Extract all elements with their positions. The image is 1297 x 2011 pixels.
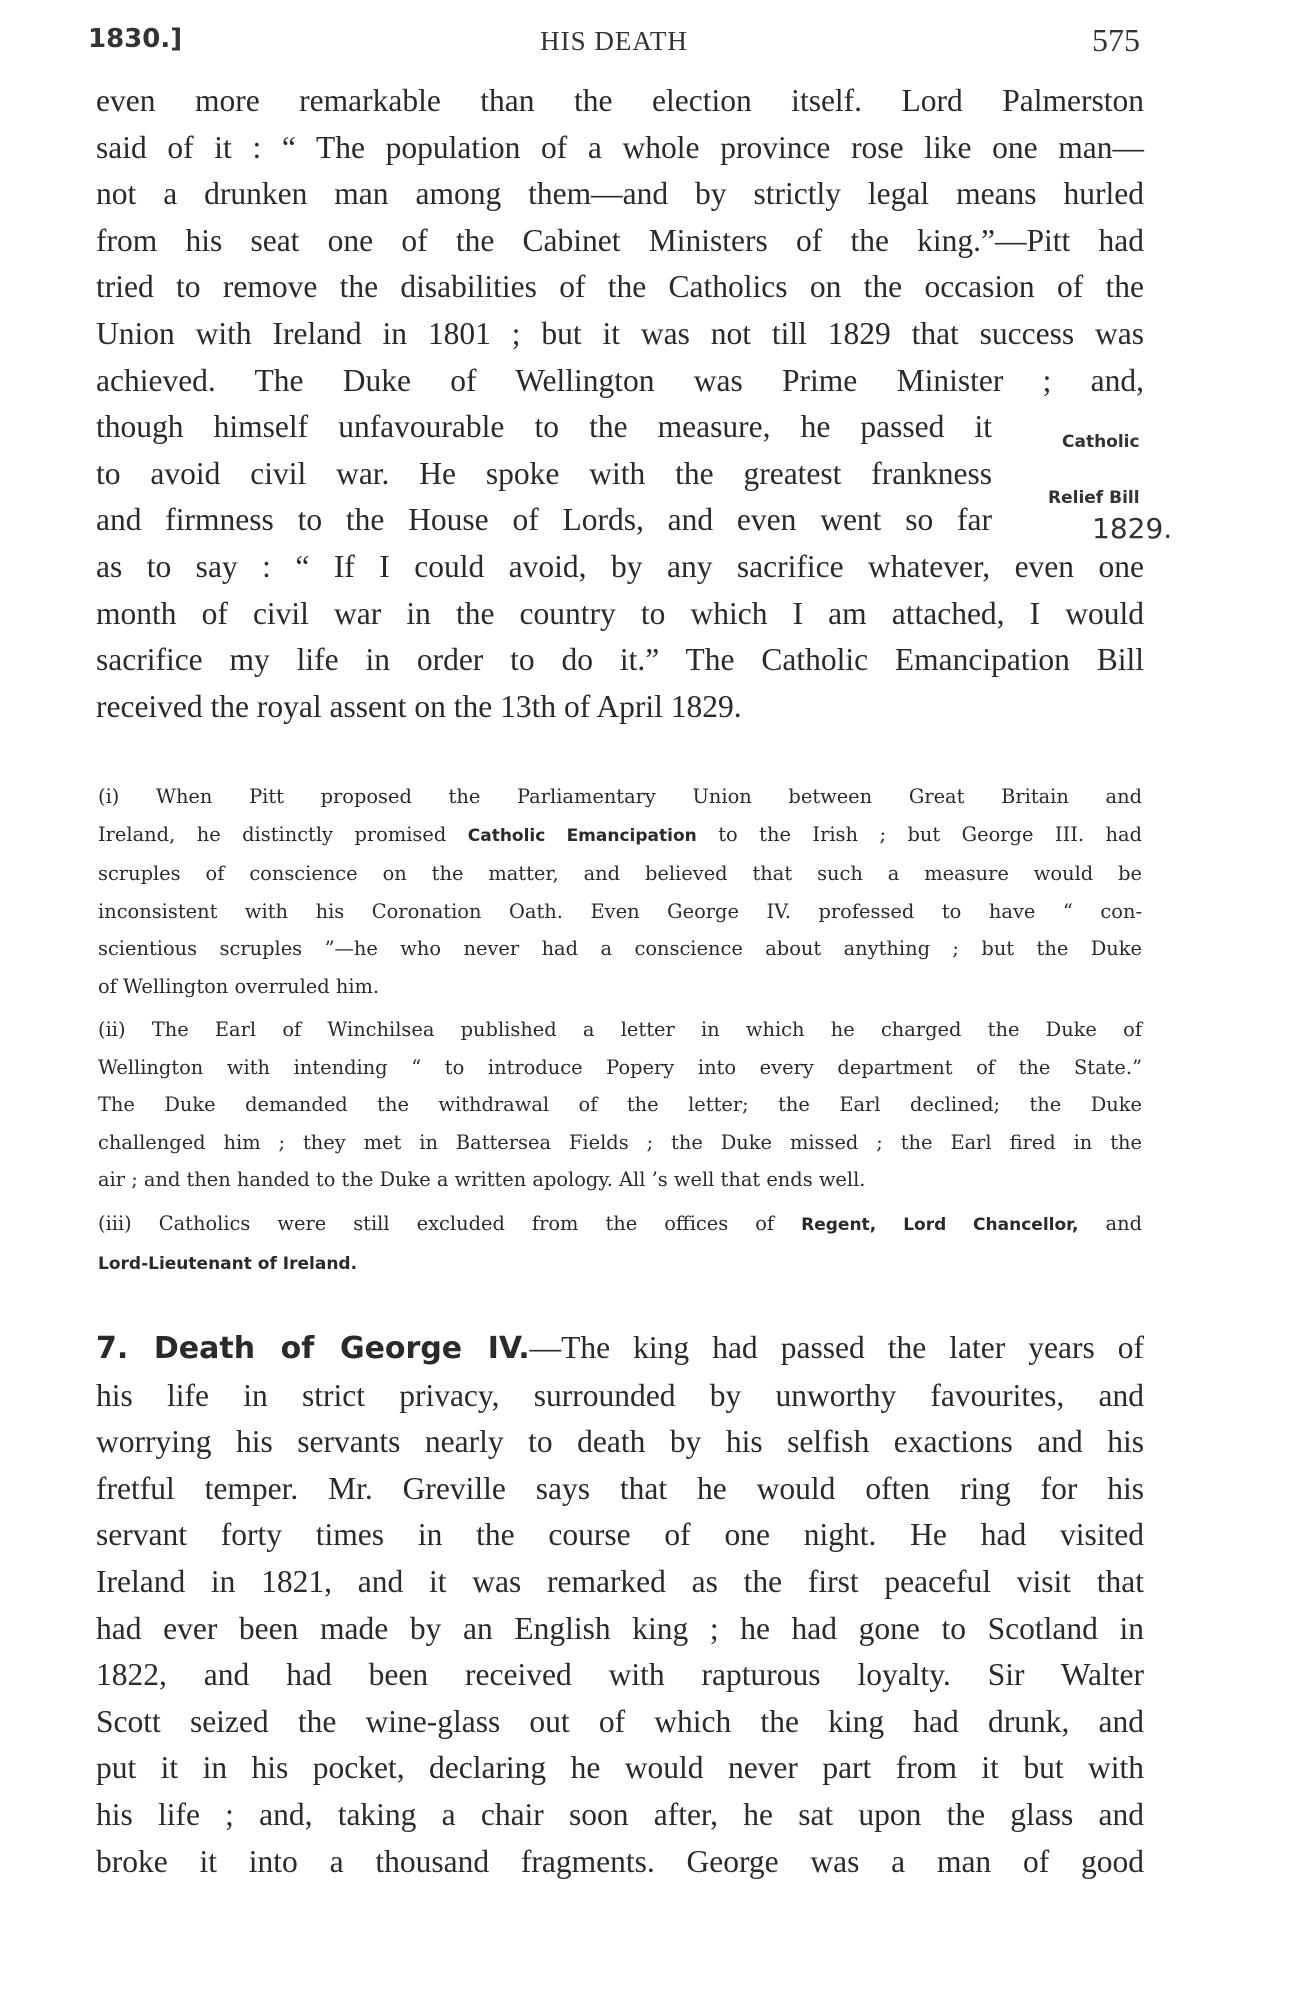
text-line: had ever been made by an English king ; he had gone to Scotland in: [96, 1610, 1144, 1646]
footnote-line: Wellington with intending “ to introduce Popery into every department of the State.”: [98, 1055, 1142, 1079]
footnote-line: inconsistent with his Coronation Oath. Even George IV. professed to have “ con-: [98, 899, 1142, 923]
text-line: worrying his servants nearly to death by his selfish exactions and his: [96, 1424, 1144, 1460]
footnote-line: [98, 1244, 1142, 1284]
footnote-1: [98, 778, 1142, 1005]
footnote-emphasis: Lord Chancellor,: [903, 1214, 1079, 1235]
footnote-emphasis: Catholic Emancipation: [467, 825, 697, 846]
text-line: 1822, and had been received with rapturous loyalty. Sir Walter: [96, 1657, 1144, 1693]
text-line: his life ; and, taking a chair soon after, he sat upon the glass and: [96, 1796, 1144, 1832]
footnote-line: scientious scruples ”—he who never had a conscience about anything ; but the Duke: [98, 937, 1142, 960]
header-date: 1830.]: [88, 24, 183, 54]
footnote-line: [98, 816, 1142, 856]
text-line: said of it : “ The population of a whole province rose like one man—: [96, 129, 1144, 165]
footnote-line: (ii) The Earl of Winchilsea published a letter in which he charged the Duke of: [98, 1018, 1142, 1041]
text-line: to avoid civil war. He spoke with the greatest frankness: [96, 455, 992, 491]
text-line: from his seat one of the Cabinet Ministers of the king.”—Pitt had: [96, 222, 1144, 258]
text-line: as to say : “ If I could avoid, by any sacrifice whatever, even one: [96, 548, 1144, 584]
footnotes: [98, 778, 1142, 1284]
text-line: Ireland in 1821, and it was remarked as the first peaceful visit that: [96, 1563, 1144, 1599]
footnote-line: scruples of conscience on the matter, and believed that such a measure would be: [98, 862, 1142, 885]
text-line: month of civil war in the country to which I am attached, I would: [96, 595, 1144, 631]
text-line: received the royal assent on the 13th of April 1829.: [96, 688, 742, 724]
header-title: HIS DEATH: [540, 26, 688, 56]
section-7: [96, 1325, 1144, 1885]
text-line: [96, 1325, 1144, 1373]
text-line: his life in strict privacy, surrounded by unworthy favourites, and: [96, 1377, 1144, 1413]
text-line: not a drunken man among them—and by strictly legal means hurled: [96, 176, 1144, 212]
text-line: Union with Ireland in 1801 ; but it was not till 1829 that success was: [96, 315, 1144, 351]
margin-note-line: Relief Bill: [1048, 488, 1140, 508]
footnote-text: Ireland, he distinctly promised: [98, 822, 447, 846]
text-line: achieved. The Duke of Wellington was Prime Minister ; and,: [96, 362, 1144, 398]
footnote-text: (iii) Catholics were still excluded from the offices of: [98, 1211, 775, 1235]
footnote-text: and: [1105, 1211, 1143, 1235]
footnote-text: to the Irish ; but George III. had: [718, 822, 1142, 846]
running-header: [88, 22, 1140, 62]
footnote-emphasis: Lord-Lieutenant of Ireland.: [98, 1254, 358, 1274]
text-line: put it in his pocket, declaring he would never part from it but with: [96, 1750, 1144, 1786]
margin-note-line: Catholic: [1062, 432, 1140, 452]
text-line: sacrifice my life in order to do it.” The Catholic Emancipation Bill: [96, 642, 1144, 678]
page-number: 575: [1092, 22, 1140, 58]
text-line: broke it into a thousand fragments. George was a man of good: [96, 1843, 1144, 1879]
text-line: Scott seized the wine-glass out of which the king had drunk, and: [96, 1703, 1144, 1739]
footnote-line: of Wellington overruled him.: [98, 974, 380, 998]
text-line: even more remarkable than the election itself. Lord Palmerston: [96, 83, 1144, 118]
footnote-line: (i) When Pitt proposed the Parliamentary Union between Great Britain and: [98, 785, 1142, 808]
text-line-rest: —The king had passed the later years of: [529, 1330, 1144, 1365]
paragraph-1: [96, 78, 1144, 730]
text-line: and firmness to the House of Lords, and even went so far: [96, 502, 992, 538]
footnote-line: The Duke demanded the withdrawal of the letter; the Earl declined; the Duke: [98, 1093, 1142, 1116]
text-line: tried to remove the disabilities of the Catholics on the occasion of the: [96, 269, 1144, 305]
footnote-3: [98, 1205, 1142, 1284]
text-line: fretful temper. Mr. Greville says that he would often ring for his: [96, 1470, 1144, 1506]
footnote-line: challenged him ; they met in Battersea Fields ; the Duke missed ; the Earl fired in the: [98, 1130, 1142, 1154]
footnote-line: air ; and then handed to the Duke a written apology. All ’s well that ends well.: [98, 1168, 866, 1191]
footnote-emphasis: Regent,: [801, 1214, 877, 1235]
section-heading: 7. Death of George IV.: [96, 1331, 530, 1366]
text-line: servant forty times in the course of one night. He had visited: [96, 1517, 1144, 1553]
footnote-line: [98, 1205, 1142, 1245]
footnote-2: [98, 1011, 1142, 1199]
text-line: though himself unfavourable to the measure, he passed it: [96, 409, 992, 445]
margin-note-year: 1829.: [1092, 512, 1173, 545]
